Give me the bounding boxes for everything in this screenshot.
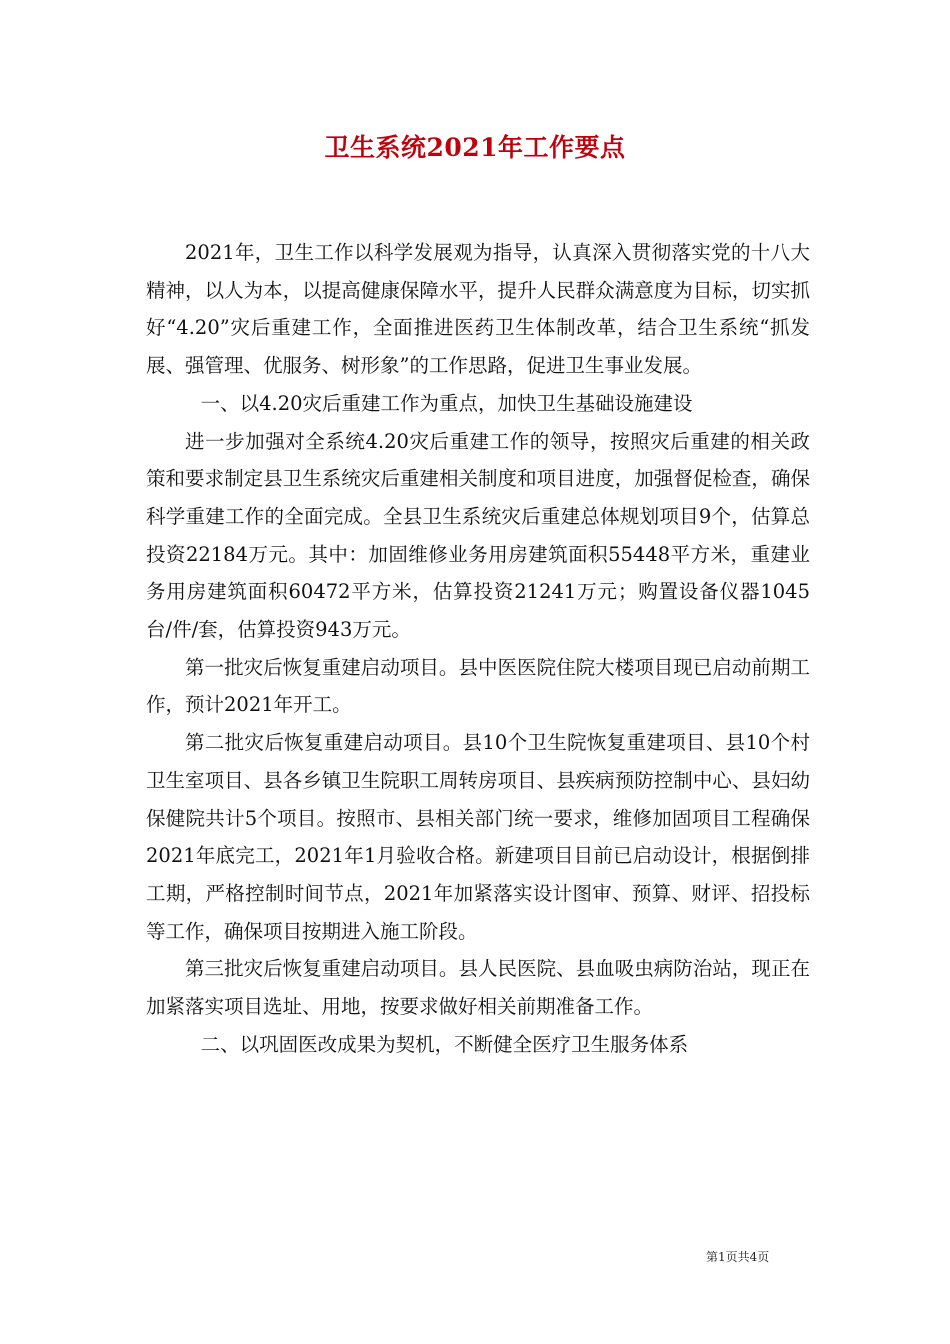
body-paragraph: 第一批灾后恢复重建启动项目。县中医医院住院大楼项目现已启动前期工作，预计2021年开工。 (146, 655, 810, 717)
body-paragraph: 第三批灾后恢复重建启动项目。县人民医院、县血吸虫病防治站，现正在加紧落实项目选址、用地，按要求做好相关前期准备工作。 (146, 957, 810, 1019)
document-body (146, 234, 810, 1063)
document-title: 卫生系统2021年工作要点 (324, 133, 626, 162)
section-heading-2: 二、以巩固医改成果为契机，不断健全医疗卫生服务体系 (200, 1032, 689, 1056)
body-paragraph: 进一步加强对全系统4.20灾后重建工作的领导，按照灾后重建的相关政策和要求制定县卫生系统灾后重建相关制度和项目进度，加强督促检查，确保科学重建工作的全面完成。全县卫生系统灾后重建总体规划项目9个，估算总投资22184万元。其中：加固维修业务用房建筑面积55448平方米，重建业务用房建筑面积60472平方米，估算投资21241万元；购置设备仪器1045台/件/套，估算投资943万元。 (146, 429, 810, 642)
body-paragraph: 第二批灾后恢复重建启动项目。县10个卫生院恢复重建项目、县10个村卫生室项目、县各乡镇卫生院职工周转房项目、县疾病预防控制中心、县妇幼保健院共计5个项目。按照市、县相关部门统一要求，维修加固项目工程确保2021年底完工，2021年1月验收合格。新建项目目前已启动设计，根据倒排工期，严格控制时间节点，2021年加紧落实设计图审、预算、财评、招投标等工作，确保项目按期进入施工阶段。 (146, 731, 810, 943)
section-heading-1: 一、以4.20灾后重建工作为重点，加快卫生基础设施建设 (200, 391, 693, 415)
intro-paragraph: 2021年，卫生工作以科学发展观为指导，认真深入贯彻落实党的十八大精神，以人为本，以提高健康保障水平，提升人民群众满意度为目标，切实抓好“4.20”灾后重建工作，全面推进医药卫生体制改革，结合卫生系统“抓发展、强管理、优服务、树形象”的工作思路，促进卫生事业发展。 (146, 241, 810, 378)
page-number: 第1页共4页 (706, 1250, 770, 1264)
